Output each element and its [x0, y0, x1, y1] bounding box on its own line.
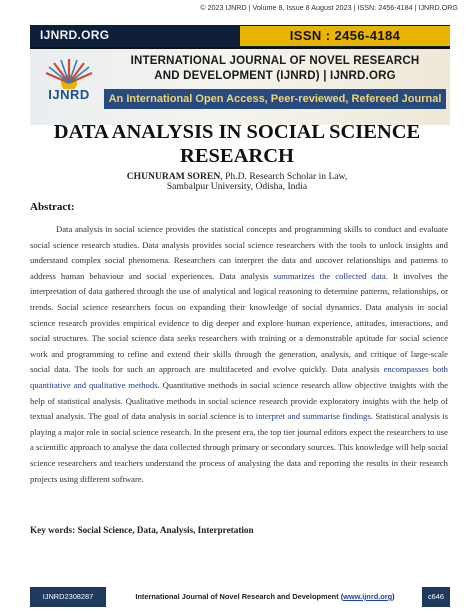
sunburst-logo-icon — [42, 55, 96, 89]
banner-site-name: IJNRD.ORG — [40, 28, 110, 42]
abstract-text-3: . Quantitative methods in social science research allow objective insights with the help of statistical analysis. Qualitative methods in social science research provide exploratory insights with the help of textual analysis. The goal of data analysis in social science is — [30, 379, 448, 422]
footer-journal — [110, 587, 420, 607]
abstract-text-2: . It involves the interpretation of data gathered through the use of analytical and logical reasoning to determine patterns, relationships, or trends. Social science researchers focus on expanding their knowledge of social dynamics. Data analysis in social science research provides empirical evidence to dig deeper and explore human experience, attitudes, interactions, and social structures. The social science data seeks researchers with training or a demonstrable aptitude for social science work and programming to refine and extend their skills through the generation, analysis, and critique of large-scale social data. The tools for such an approach are multifaceted and evolve quickly. Data analysis — [30, 270, 448, 375]
journal-logo — [42, 55, 96, 113]
banner-top-bar — [30, 25, 450, 47]
footer-page-number: c646 — [422, 587, 450, 607]
banner-title-line1: INTERNATIONAL JOURNAL OF NOVEL RESEARCH — [130, 55, 420, 67]
footer-paper-id: IJNRD2308287 — [30, 587, 106, 607]
author-role: , Ph.D. Research Scholar in Law, — [220, 171, 348, 182]
journal-banner — [30, 25, 450, 125]
author-name: CHUNURAM SOREN — [126, 171, 221, 182]
abstract-highlight-3: to interpret and summarise findings — [246, 411, 371, 422]
banner-body — [30, 49, 450, 125]
banner-subtitle: An International Open Access, Peer-reviewed, Refereed Journal — [104, 89, 446, 109]
banner-title-line2: AND DEVELOPMENT (IJNRD) | IJNRD.ORG — [154, 70, 396, 82]
abstract-text-4: . Statistical analysis is playing a major role in social science research. In the present era, the top tier journal editors expect the researchers to use a scientific approach to analyse the data collected through primary or secondary sources. This knowledge will help social science researchers and teachers understand the process of analysing the data and reporting the results in their research projects using different software. — [30, 411, 449, 484]
abstract-highlight-2: encompasses both quantitative and qualitative methods — [30, 364, 448, 390]
abstract-heading: Abstract: — [30, 201, 75, 213]
keywords: Key words: Social Science, Data, Analysis, Interpretation — [30, 525, 254, 535]
page-footer — [30, 587, 450, 607]
abstract-highlight-1: summarizes the collected data — [273, 270, 386, 281]
footer-journal-name: International Journal of Novel Research and Development ( — [135, 592, 344, 601]
abstract-body — [30, 222, 448, 487]
journal-header-line: © 2023 IJNRD | Volume 8, Issue 8 August 2023 | ISSN: 2456-4184 | IJNRD.ORG — [200, 3, 458, 12]
logo-text: IJNRD — [48, 87, 90, 102]
banner-issn: ISSN : 2456-4184 — [240, 26, 450, 46]
paper-title: DATA ANALYSIS IN SOCIAL SCIENCE RESEARCH — [53, 121, 421, 167]
footer-journal-link[interactable]: www.ijnrd.org — [343, 592, 393, 601]
footer-journal-close: ) — [392, 592, 395, 601]
author-affiliation: Sambalpur University, Odisha, India — [166, 181, 308, 192]
abstract-text-1: Data analysis in social science provides the statistical concepts and programming skills to conduct and evaluate social science research studies. Data analysis provides social science researchers with the tools to unlock insights and understand complex social phenomena. Researchers can interpret the data and uncover relationships and patterns to address human behaviour and social experiences. Data analysis — [30, 224, 448, 281]
